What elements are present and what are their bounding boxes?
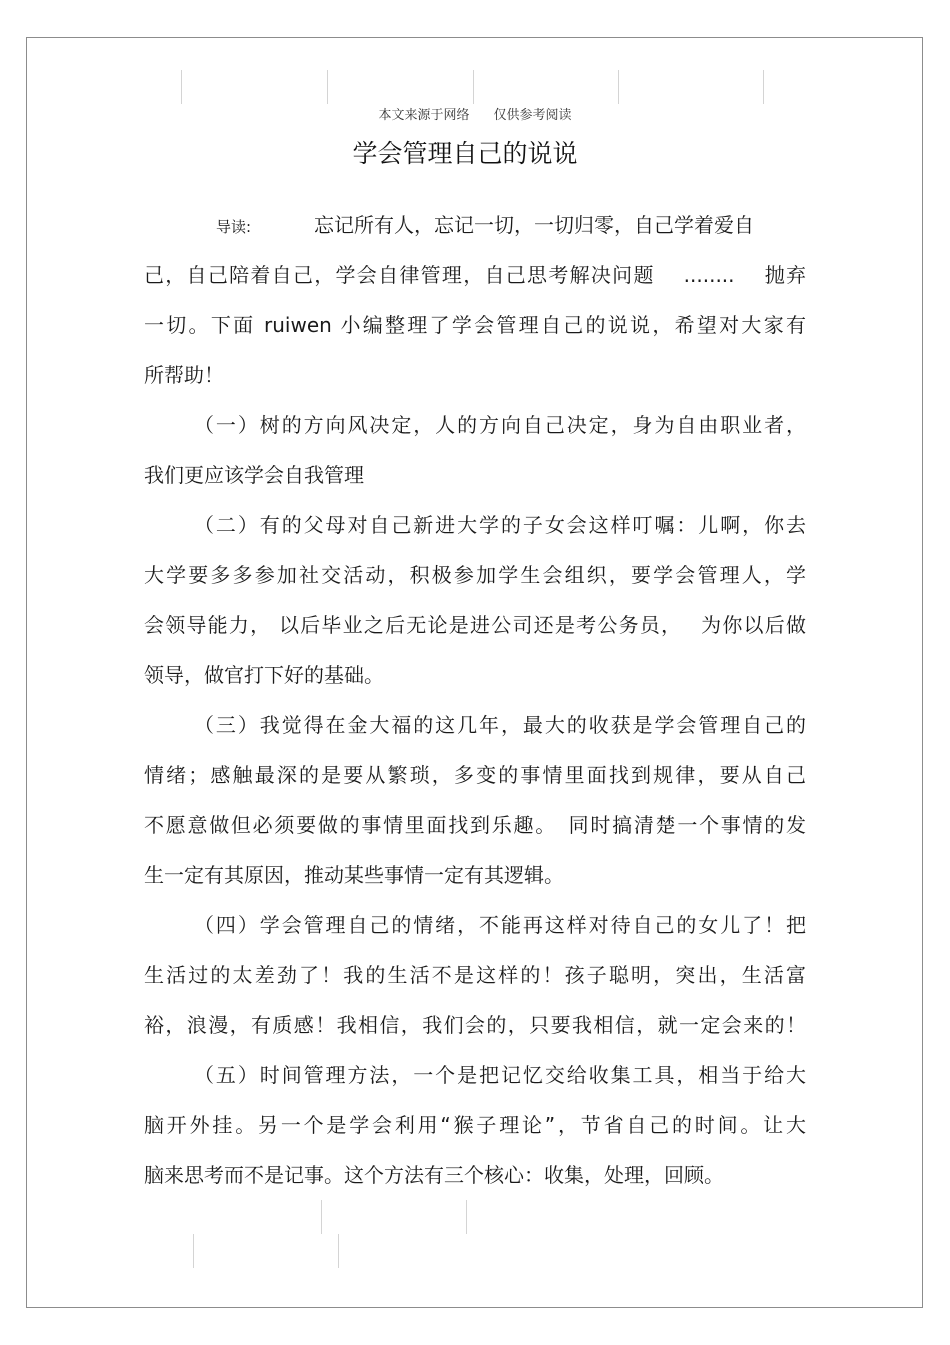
margin-rule	[763, 70, 764, 104]
margin-rule	[193, 1234, 194, 1268]
paragraph-line: （三）我觉得在金大福的这几年，最大的收获是学会管理自己的	[194, 713, 806, 737]
margin-rule	[321, 1200, 322, 1234]
intro-text: 忘记所有人，忘记一切，一切归零，自己学着爱自	[314, 213, 754, 237]
paragraph-line: 裕，浪漫，有质感！我相信，我们会的，只要我相信，就一定会来的！	[144, 1013, 806, 1037]
paragraph-line: （二）有的父母对自己新进大学的子女会这样叮嘱：儿啊，你去	[194, 513, 806, 537]
intro-line	[144, 200, 806, 250]
margin-rule	[181, 70, 182, 104]
paragraph-line: （一）树的方向风决定，人的方向自己决定，身为自由职业者，	[194, 413, 806, 437]
paragraph-line: 情绪；感触最深的是要从繁琐，多变的事情里面找到规律，要从自己	[144, 763, 806, 787]
paragraph-line: 大学要多多参加社交活动，积极参加学生会组织，要学会管理人，学	[144, 563, 806, 587]
margin-rule	[327, 70, 328, 104]
source-note-text: 仅供参考阅读	[493, 108, 572, 123]
paragraph-line: 脑来思考而不是记事。这个方法有三个核心：收集，处理，回顾。	[144, 1163, 724, 1187]
paragraph-line: 不愿意做但必须要做的事情里面找到乐趣。 同时搞清楚一个事情的发	[144, 813, 806, 837]
paragraph-line: 领导，做官打下好的基础。	[144, 663, 384, 687]
intro-line: 己，自己陪着自己，学会自律管理，自己思考解决问题 ........ 抛弃	[144, 263, 806, 287]
paragraph-line: （四）学会管理自己的情绪，不能再这样对待自己的女儿了！把	[194, 913, 806, 937]
intro-line: 一切。下面 ruiwen 小编整理了学会管理自己的说说，希望对大家有	[144, 313, 806, 337]
paragraph-line: 脑开外挂。另一个是学会利用“猴子理论”，节省自己的时间。让大	[144, 1113, 806, 1137]
paragraph-line: 生活过的太差劲了！我的生活不是这样的！孩子聪明，突出，生活富	[144, 963, 806, 987]
document-body	[144, 200, 806, 1200]
margin-rule	[338, 1234, 339, 1268]
margin-rule	[473, 70, 474, 104]
margin-rule	[618, 70, 619, 104]
intro-line: 所帮助！	[144, 363, 224, 387]
intro-label: 导读:	[216, 218, 252, 236]
source-note	[0, 104, 950, 123]
paragraph-line: 生一定有其原因，推动某些事情一定有其逻辑。	[144, 863, 564, 887]
document-title: 学会管理自己的说说	[352, 139, 578, 168]
paragraph-line: 会领导能力， 以后毕业之后无论是进公司还是考公务员， 为你以后做	[144, 613, 806, 637]
paragraph-line: （五）时间管理方法，一个是把记忆交给收集工具，相当于给大	[194, 1063, 806, 1087]
source-note-text: 本文来源于网络	[378, 108, 470, 123]
margin-rule	[466, 1200, 467, 1234]
paragraph-line: 我们更应该学会自我管理	[144, 463, 364, 487]
